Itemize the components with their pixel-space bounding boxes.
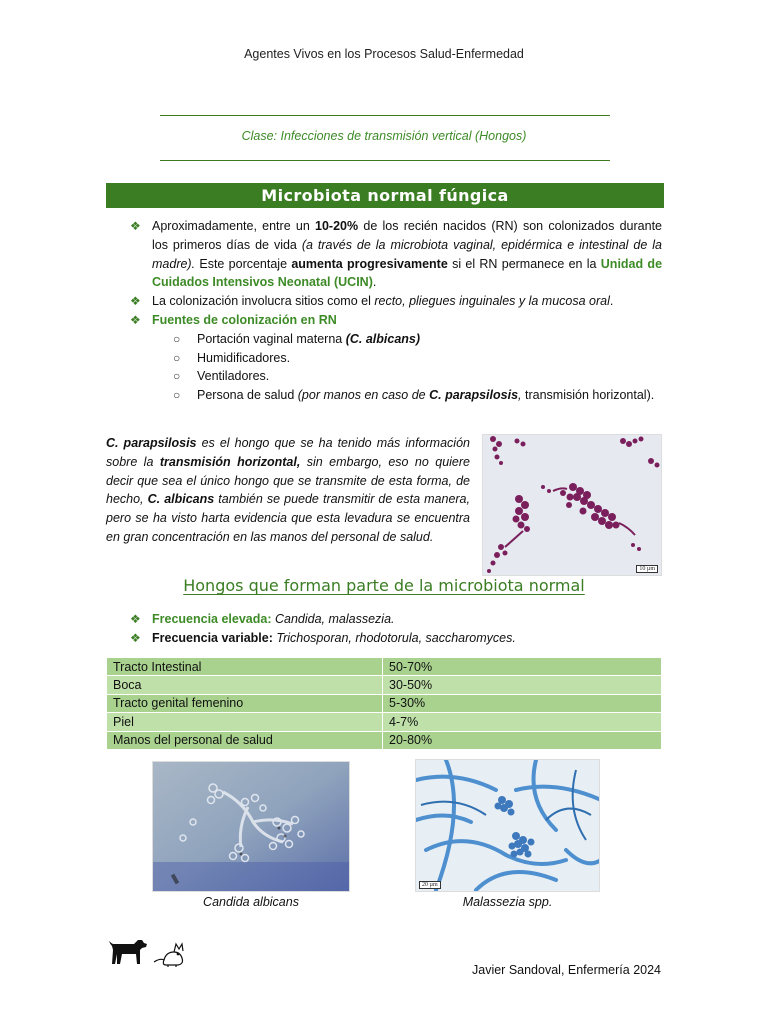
candida-albicans-image xyxy=(153,762,350,892)
frequency-list xyxy=(106,610,662,648)
header-rule-top xyxy=(160,115,610,116)
colonization-list xyxy=(106,217,662,405)
section-title: Microbiota normal fúngica xyxy=(106,183,664,208)
circle-bullet-icon: ○ xyxy=(173,369,181,384)
dog-icon xyxy=(108,938,148,966)
caption-malassezia: Malassezia spp. xyxy=(462,895,553,909)
list-item: ❖ Frecuencia variable: Trichosporan, rhodotorula, saccharomyces. xyxy=(106,629,662,648)
sub-list-item: ○ Persona de salud (por manos en caso de C. parapsilosis, transmisión horizontal). xyxy=(106,386,662,405)
running-header: Agentes Vivos en los Procesos Salud-Enfermedad xyxy=(244,47,524,61)
malassezia-micrograph xyxy=(415,759,600,892)
diamond-bullet-icon: ❖ xyxy=(130,294,141,309)
diamond-bullet-icon: ❖ xyxy=(130,312,141,327)
list-item: ❖ Frecuencia elevada: Candida, malassezia. xyxy=(106,610,662,629)
header-rule-bottom xyxy=(160,160,610,161)
colonization-frequency-table xyxy=(106,657,662,750)
stained-yeast-cells-image xyxy=(483,435,662,576)
caption-candida: Candida albicans xyxy=(203,895,299,909)
malassezia-image xyxy=(416,760,600,892)
list-item: ❖ Aproximadamente, entre un 10-20% de los recién nacidos (RN) son colonizados durante los primeros días de vida (a través de la microbiota vaginal, epidérmica e intestinal de la madre). Este porcentaje aumenta progresivamente si el RN permanece en la Unidad de Cuidados Intensivos Neonatal (UCIN). xyxy=(130,219,663,290)
sub-list-item: ○ Ventiladores. xyxy=(106,367,662,386)
circle-bullet-icon: ○ xyxy=(173,388,181,403)
diamond-bullet-icon: ❖ xyxy=(130,612,141,626)
diamond-bullet-icon: ❖ xyxy=(130,219,141,233)
circle-bullet-icon: ○ xyxy=(173,331,181,346)
parapsilosis-paragraph: C. parapsilosis es el hongo que se ha tenido más información sobre la transmisión horizontal, sin embargo, eso no quiere decir que sea el único hongo que se transmite de esta forma, de hecho, C. albicans también se puede transmitir de esta manera, pero se ha visto harta evidencia que esta levadura se encuentra en gran concentración en las manos del personal de salud. xyxy=(106,436,470,544)
circle-bullet-icon: ○ xyxy=(173,350,181,365)
table-row: Tracto genital femenino 5-30% xyxy=(107,694,662,712)
sub-list-item: ○ Humidificadores. xyxy=(106,349,662,368)
parapsilosis-micrograph xyxy=(482,434,662,576)
footer-author: Javier Sandoval, Enfermería 2024 xyxy=(472,963,661,977)
table-row: Manos del personal de salud 20-80% xyxy=(107,731,662,749)
microbiota-heading: Hongos que forman parte de la microbiota normal xyxy=(183,576,585,595)
table-row: Piel 4-7% xyxy=(107,713,662,731)
candida-micrograph xyxy=(152,761,350,892)
table-row: Boca 30-50% xyxy=(107,676,662,694)
list-item: ❖ La colonización involucra sitios como el recto, pliegues inguinales y la mucosa oral. xyxy=(106,292,662,311)
scale-bar-label: 20 µm xyxy=(419,881,441,889)
diamond-bullet-icon: ❖ xyxy=(130,630,141,645)
list-item: ❖ Fuentes de colonización en RN xyxy=(106,311,662,330)
class-title: Clase: Infecciones de transmisión vertical (Hongos) xyxy=(241,129,527,143)
table-row: Tracto Intestinal 50-70% xyxy=(107,658,662,676)
sub-list-item: ○ Portación vaginal materna (C. albicans) xyxy=(106,330,662,349)
scale-bar-label: 10 µm xyxy=(636,565,658,573)
cat-icon xyxy=(152,940,188,968)
